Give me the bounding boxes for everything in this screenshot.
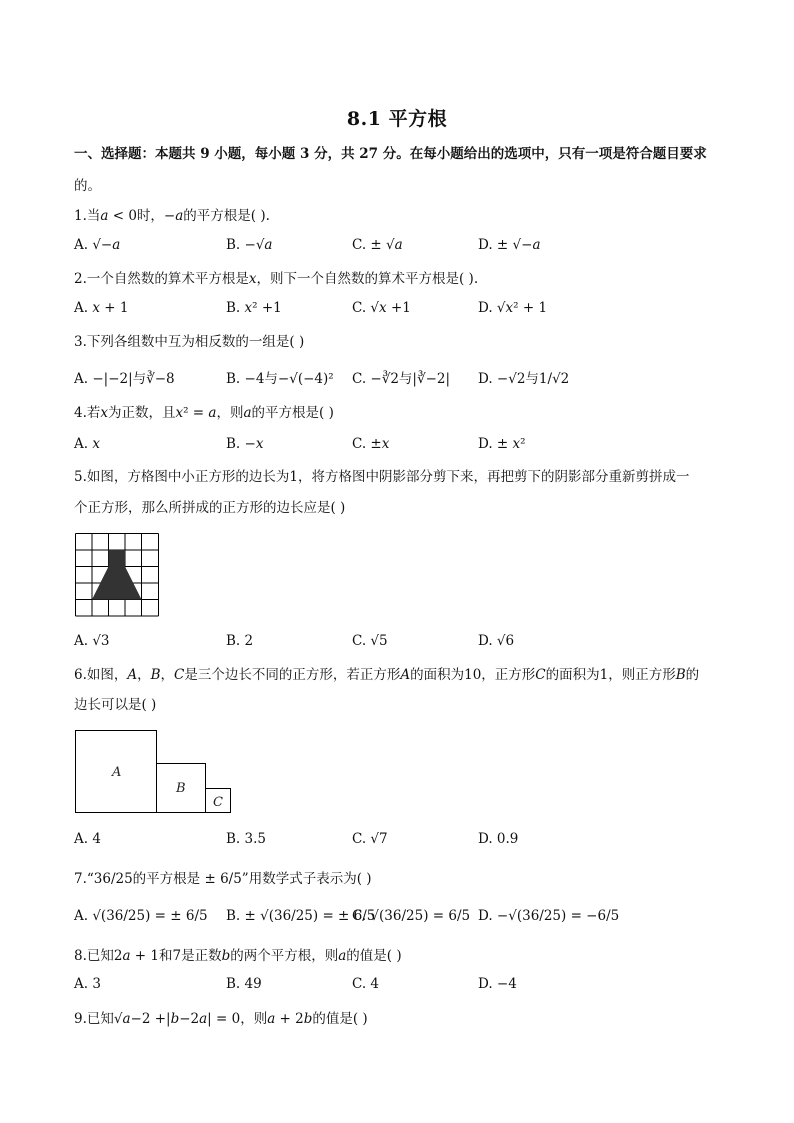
q3-option-c[interactable]: C. −∛2与|∛−2| [352, 371, 451, 387]
q6-option-a[interactable]: A. 4 [74, 831, 101, 847]
q5-option-d[interactable]: D. √6 [478, 633, 515, 649]
page-title: 8.1 平方根 [346, 108, 448, 130]
question-6-options [74, 831, 734, 853]
squares-figure [75, 730, 235, 815]
question-7-options [74, 908, 734, 930]
question-7-stem: 7.“36/25的平方根是 ± 6/5”用数学式子表示为( ) [74, 871, 372, 887]
q2-option-c[interactable]: C. √𝑥 +1 [352, 300, 411, 316]
question-5-stem-line1: 5.如图，方格图中小正方形的边长为1，将方格图中阴影部分剪下来，再把剪下的阴影部分重新剪拼成一 [74, 469, 690, 485]
q4-option-d[interactable]: D. ± 𝑥² [478, 436, 526, 452]
question-6-stem-line2: 边长可以是( ) [74, 697, 157, 713]
q1-option-c[interactable]: C. ± √𝑎 [352, 237, 403, 253]
question-5-options [74, 633, 734, 655]
q7-option-a[interactable]: A. √(36/25) = ± 6/5 [74, 908, 208, 924]
q7-option-b[interactable]: B. ± √(36/25) = ± 6/5 [226, 908, 376, 924]
question-1-stem: 1.当𝑎 < 0时，−𝑎的平方根是( ). [74, 208, 270, 224]
question-9-stem: 9.已知√𝑎−2 +|𝑏−2𝑎| = 0，则𝑎 + 2𝑏的值是( ) [74, 1011, 368, 1027]
question-4-stem: 4.若𝑥为正数，且𝑥² = 𝑎，则𝑎的平方根是( ) [74, 405, 334, 421]
q5-option-c[interactable]: C. √5 [352, 633, 388, 649]
q1-option-a[interactable]: A. √−𝑎 [74, 237, 121, 253]
q3-option-d[interactable]: D. −√2与1/√2 [478, 371, 570, 387]
q6-option-d[interactable]: D. 0.9 [478, 831, 519, 847]
section-instructions-line2: 的。 [74, 178, 101, 194]
q5-option-a[interactable]: A. √3 [74, 633, 110, 649]
q4-option-c[interactable]: C. ±𝑥 [352, 436, 390, 452]
question-2-stem: 2.一个自然数的算术平方根是𝑥，则下一个自然数的算术平方根是( ). [74, 271, 479, 287]
shaded-region [92, 550, 142, 600]
label-b: B [176, 781, 186, 796]
q5-option-b[interactable]: B. 2 [226, 633, 254, 649]
q4-option-a[interactable]: A. 𝑥 [74, 436, 100, 452]
q2-option-a[interactable]: A. 𝑥 + 1 [74, 300, 129, 316]
question-3-options [74, 367, 734, 389]
q2-option-b[interactable]: B. 𝑥² +1 [226, 300, 282, 316]
q2-option-d[interactable]: D. √𝑥² + 1 [478, 300, 548, 316]
question-2-options [74, 300, 734, 322]
q4-option-b[interactable]: B. −𝑥 [226, 436, 264, 452]
question-3-stem: 3.下列各组数中互为相反数的一组是( ) [74, 334, 305, 350]
question-8-stem: 8.已知2𝑎 + 1和7是正数𝑏的两个平方根，则𝑎的值是( ) [74, 948, 402, 964]
q7-option-c[interactable]: C. √(36/25) = 6/5 [352, 908, 471, 924]
grid-figure [75, 533, 161, 617]
q6-option-c[interactable]: C. √7 [352, 831, 388, 847]
q7-option-d[interactable]: D. −√(36/25) = −6/5 [478, 908, 620, 924]
q3-option-a[interactable]: A. −|−2|与∛−8 [74, 371, 175, 387]
question-6-stem-line1: 6.如图，𝐴，𝐵，𝐶是三个边长不同的正方形，若正方形𝐴的面积为10，正方形𝐶的面积为1，则正方形𝐵的 [74, 667, 700, 683]
q8-option-d[interactable]: D. −4 [478, 976, 517, 992]
label-c: C [213, 795, 223, 810]
label-a: A [112, 765, 122, 780]
q3-option-b[interactable]: B. −4与−√(−4)² [226, 371, 334, 387]
section-instructions-line1: 一、选择题：本题共 9 小题，每小题 3 分，共 27 分。在每小题给出的选项中，只有一项是符合题目要求 [74, 146, 707, 162]
q1-option-d[interactable]: D. ± √−𝑎 [478, 237, 541, 253]
question-8-options [74, 976, 734, 998]
question-1-options [74, 237, 734, 259]
q1-option-b[interactable]: B. −√𝑎 [226, 237, 273, 253]
q6-option-b[interactable]: B. 3.5 [226, 831, 266, 847]
question-5-stem-line2: 个正方形，那么所拼成的正方形的边长应是( ) [74, 500, 346, 516]
q8-option-b[interactable]: B. 49 [226, 976, 262, 992]
question-4-options [74, 436, 734, 458]
q8-option-a[interactable]: A. 3 [74, 976, 101, 992]
q8-option-c[interactable]: C. 4 [352, 976, 380, 992]
